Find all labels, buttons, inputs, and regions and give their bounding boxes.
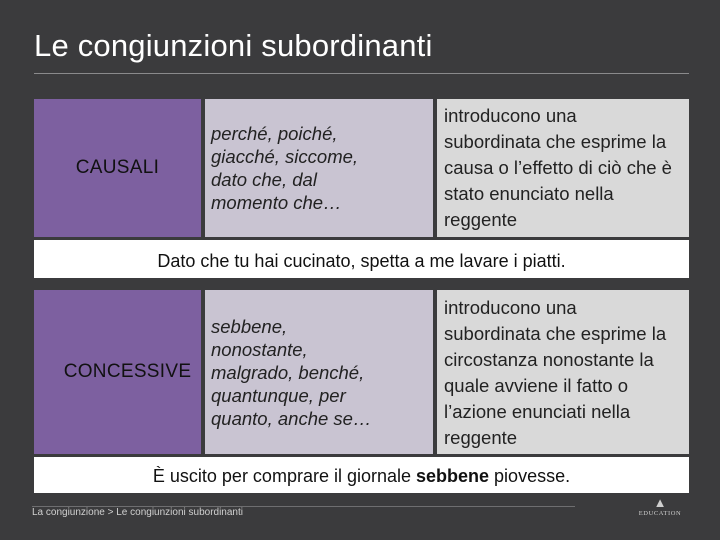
table-row-causali <box>34 99 689 237</box>
conjunction-line: momento che… <box>211 192 342 213</box>
page-title: Le congiunzioni subordinanti <box>34 28 433 63</box>
conjunction-line: giacché, siccome, <box>211 146 359 167</box>
example-text-after: piovesse. <box>489 466 571 486</box>
description-line: circostanza nonostante la <box>444 349 654 370</box>
description-line: subordinata che esprime la <box>444 323 667 344</box>
description-cell <box>437 99 689 237</box>
description-line: subordinata che esprime la <box>444 131 667 152</box>
example-keyword: sebbene <box>416 466 490 486</box>
category-label: CAUSALI <box>75 157 160 178</box>
description-line: reggente <box>444 427 518 448</box>
conjunctions-cell <box>205 99 433 237</box>
category-cell <box>34 99 201 237</box>
category-label: CONCESSIVE <box>63 361 192 382</box>
conjunction-line: perché, poiché, <box>211 123 338 144</box>
description-line: l’azione enunciati nella <box>444 401 631 422</box>
example-keyword: Dato che <box>157 251 230 271</box>
title-divider <box>34 73 689 74</box>
description-line: causa o l’effetto di ciò che è <box>444 157 672 178</box>
footer-breadcrumb: La congiunzione > Le congiunzioni subordinanti <box>32 507 243 518</box>
description-line: reggente <box>444 209 518 230</box>
conjunction-line: quantunque, per <box>211 384 346 406</box>
publisher-logo <box>632 496 688 522</box>
example-text-after: tu hai cucinato, spetta a me lavare i piatti. <box>229 251 566 271</box>
description-line: introducono una <box>444 297 577 318</box>
description-line: stato enunciato nella <box>444 183 614 204</box>
description-line: quale avviene il fatto o <box>444 375 629 396</box>
conjunctions-cell <box>205 290 433 454</box>
conjunction-line: malgrado, benché, <box>211 361 365 383</box>
table-row-concessive <box>34 290 689 454</box>
description-line: introducono una <box>444 105 577 126</box>
conjunction-line: quanto, anche se… <box>211 407 372 429</box>
example-text-before: È uscito per comprare il giornale <box>152 466 417 486</box>
example-concessive <box>34 457 689 493</box>
category-cell <box>34 290 201 454</box>
example-causali <box>34 240 689 278</box>
description-cell <box>437 290 689 454</box>
conjunction-line: dato che, dal <box>211 169 317 190</box>
conjunction-line: sebbene, <box>211 315 288 337</box>
logo-mark-icon: ▲ <box>653 495 667 510</box>
conjunction-line: nonostante, <box>211 338 308 360</box>
logo-word: EDUCATION <box>638 510 682 517</box>
